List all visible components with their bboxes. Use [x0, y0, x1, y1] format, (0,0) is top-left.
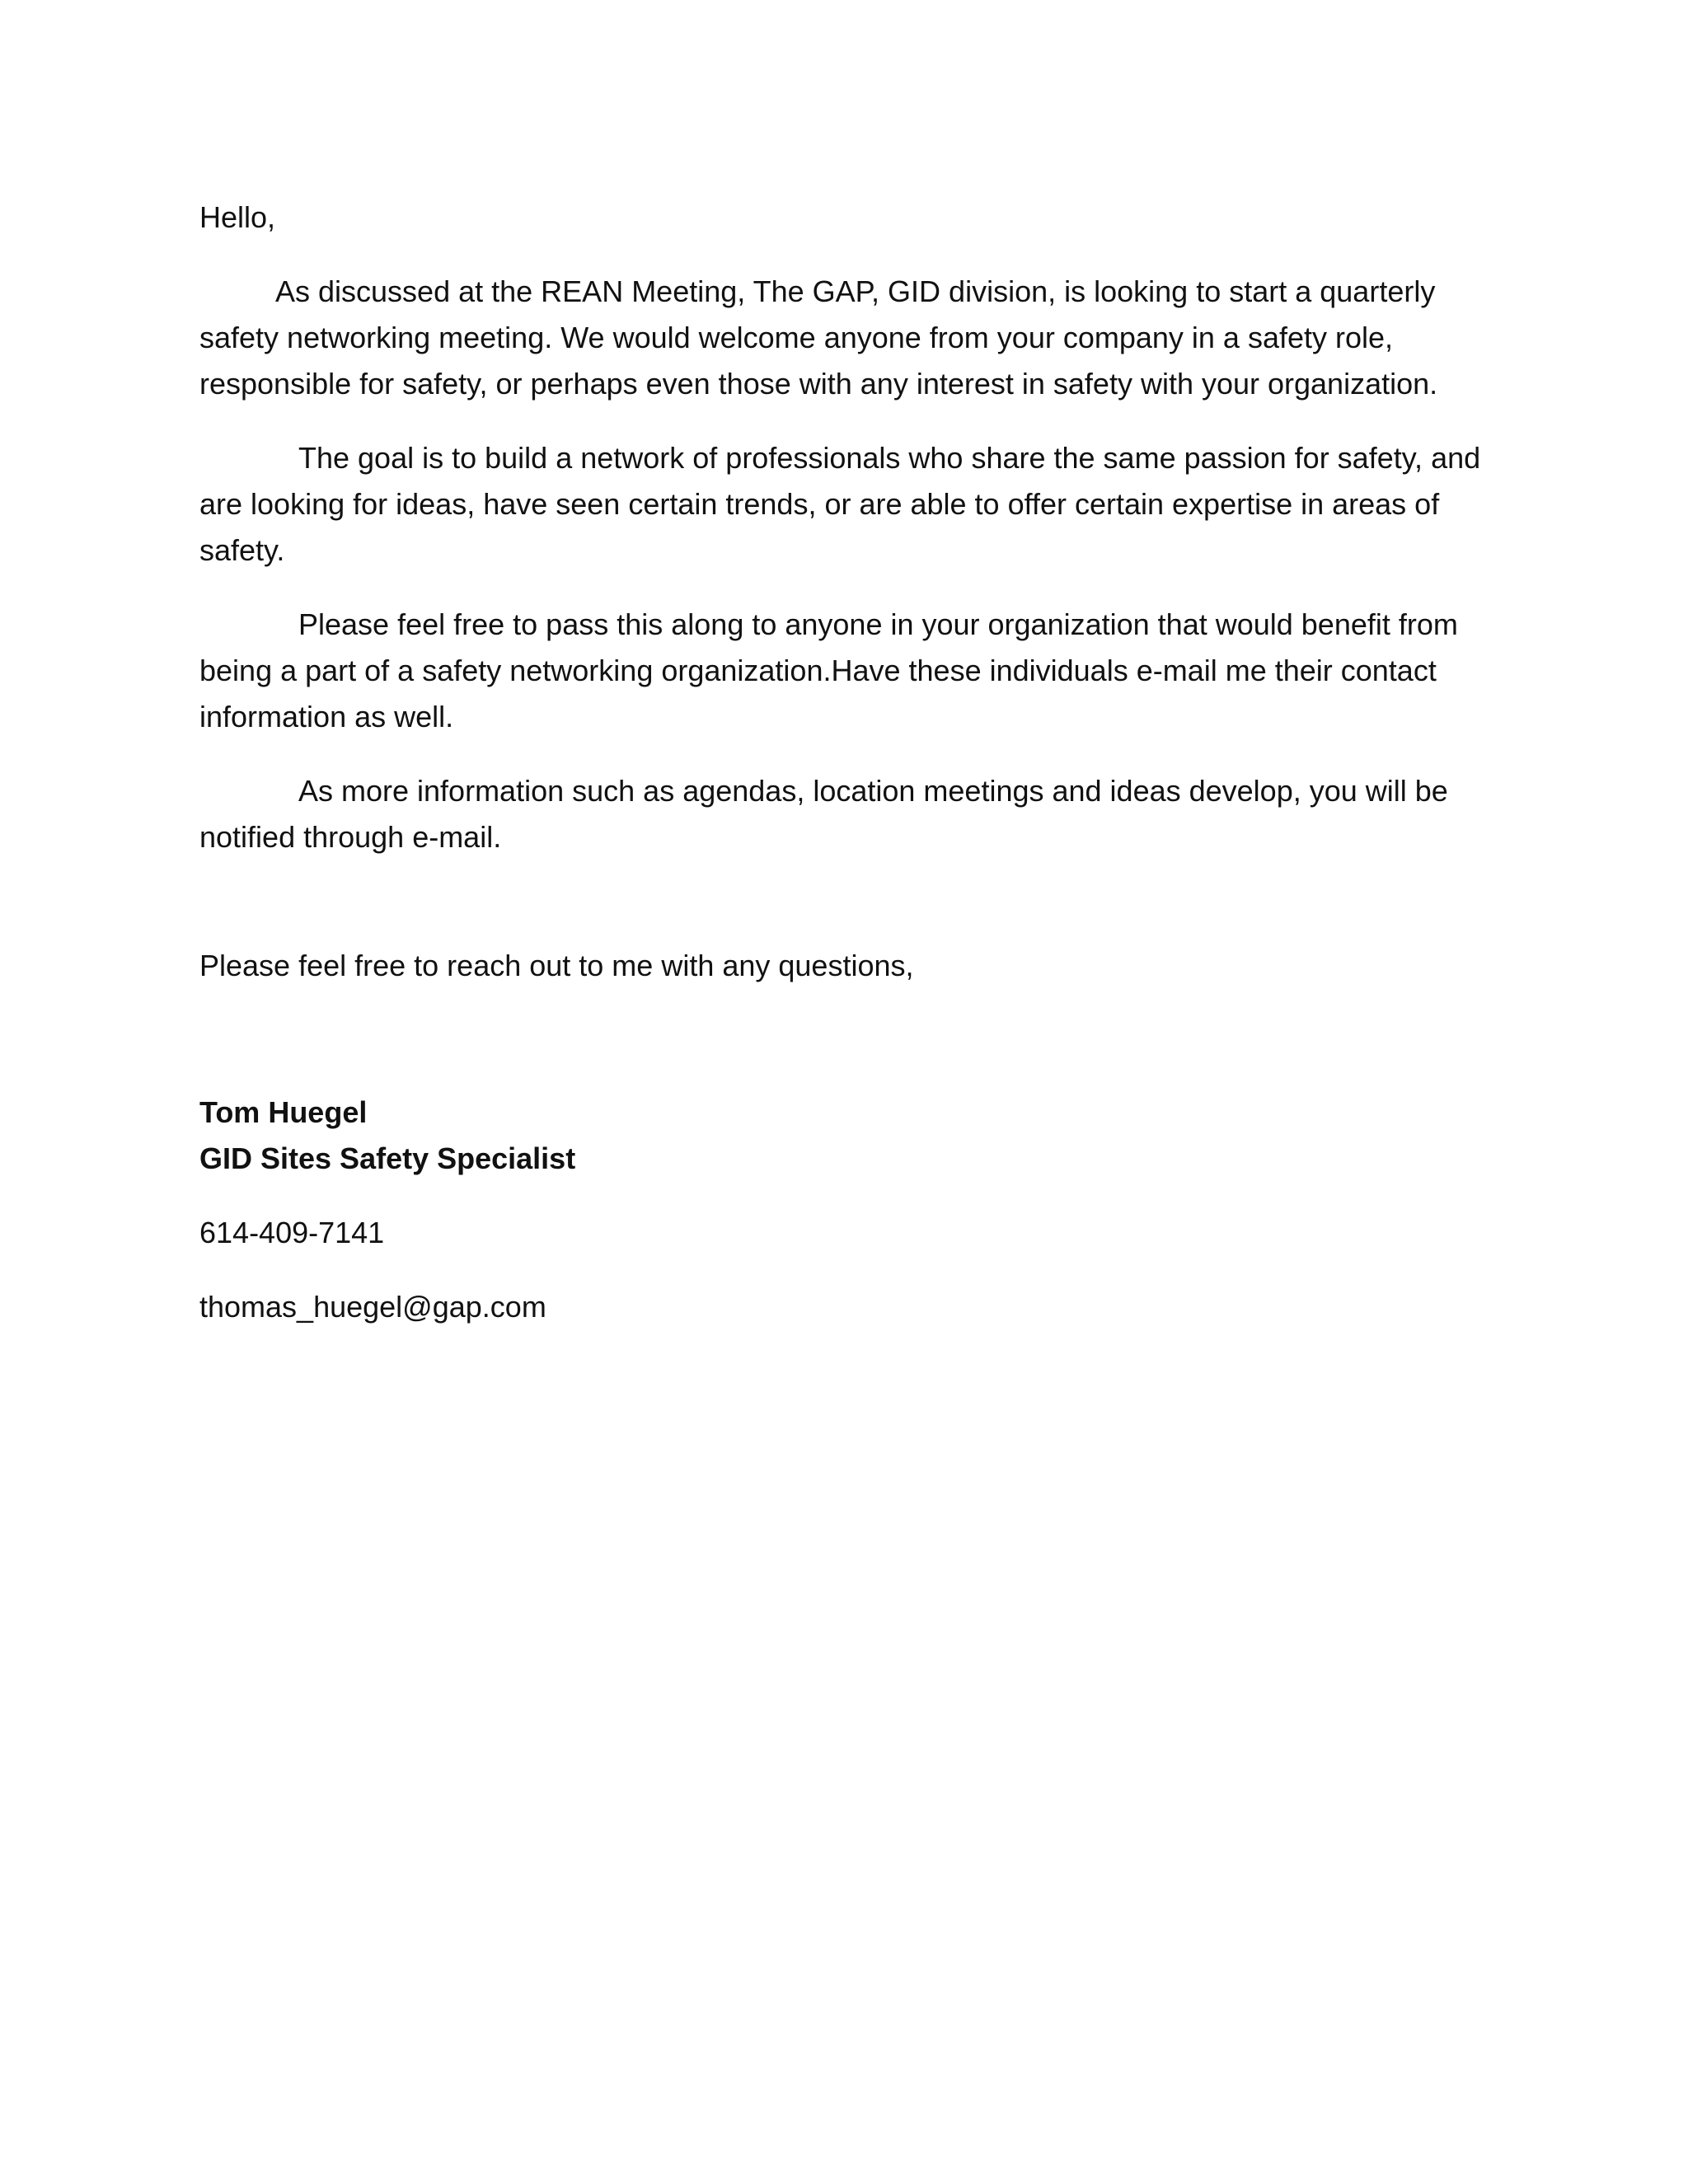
paragraph-more-info: As more information such as agendas, location meetings and ideas develop, you will be notified through e-mail.	[199, 774, 1448, 854]
signature-name: Tom Huegel	[199, 1095, 368, 1129]
letter-body	[199, 194, 1518, 1330]
paragraph-pass-along: Please feel free to pass this along to anyone in your organization that would benefit from being a part of a safety networking organization.Have these individuals e-mail me their contact information as well.	[199, 607, 1458, 733]
signature-title: GID Sites Safety Specialist	[199, 1141, 576, 1175]
contact-email: thomas_huegel@gap.com	[199, 1290, 546, 1324]
paragraph-meeting-intro: As discussed at the REAN Meeting, The GAP, GID division, is looking to start a quarterly safety networking meeting. We would welcome anyone from your company in a safety role, responsible for safety, or perhaps even those with any interest in safety with your organization.	[199, 274, 1438, 401]
greeting: Hello,	[199, 200, 276, 234]
contact-phone: 614-409-7141	[199, 1216, 385, 1249]
signature-block	[199, 1090, 1518, 1182]
paragraph-goal: The goal is to build a network of professionals who share the same passion for safety, and are looking for ideas, have seen certain trends, or are able to offer certain expertise in areas of safety.	[199, 441, 1481, 567]
closing-line: Please feel free to reach out to me with any questions,	[199, 949, 914, 982]
